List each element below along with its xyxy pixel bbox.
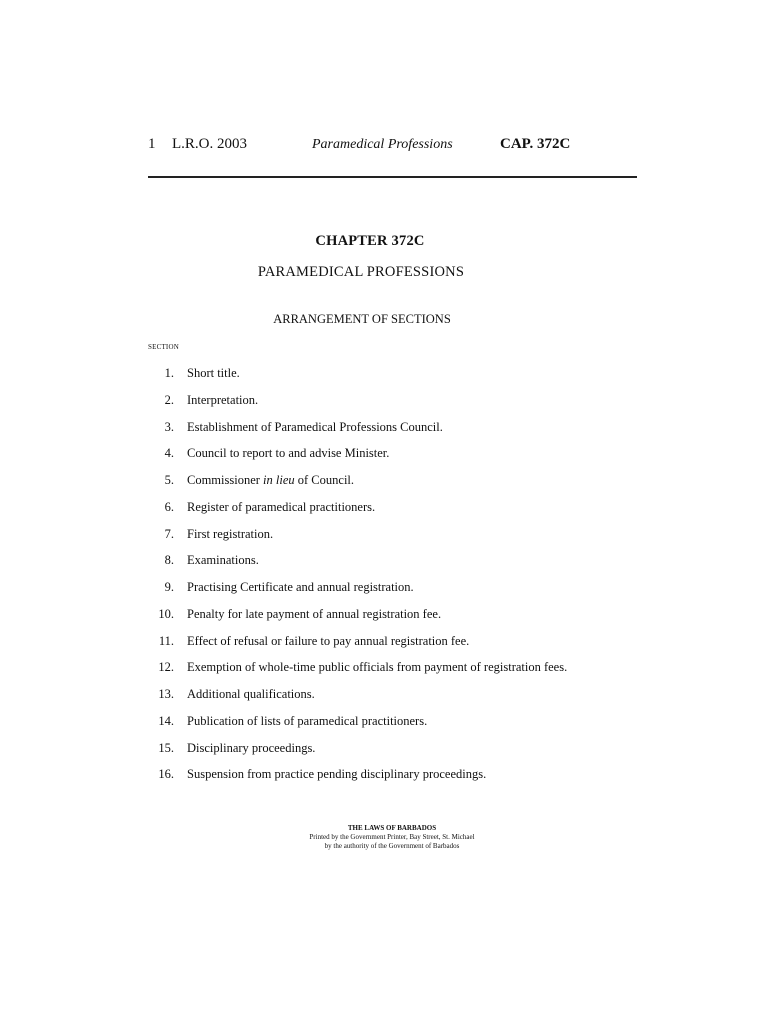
section-item <box>0 420 770 447</box>
section-number: 16. <box>158 767 174 782</box>
section-item <box>0 741 770 768</box>
footer-title: THE LAWS OF BARBADOS <box>347 824 437 832</box>
section-number: 7. <box>164 526 174 541</box>
section-item <box>0 714 770 741</box>
chapter-title: PARAMEDICAL PROFESSIONS <box>257 264 465 280</box>
chapter-number: CHAPTER 372C <box>315 233 425 249</box>
section-number: 10. <box>158 606 174 621</box>
page-number: 1 <box>148 136 156 152</box>
section-title: First registration. <box>187 526 274 541</box>
section-title-italic: in lieu <box>263 473 295 487</box>
section-number: 8. <box>164 553 174 568</box>
footer-authority-line: by the authority of the Government of Barbados <box>324 842 460 850</box>
section-item <box>0 527 770 554</box>
section-number: 9. <box>164 580 174 594</box>
section-title: Suspension from practice pending disciplinary proceedings. <box>187 767 487 782</box>
section-title: Publication of lists of paramedical practitioners. <box>187 713 428 728</box>
section-item <box>0 767 770 794</box>
section-number: 3. <box>164 419 174 434</box>
section-item <box>0 634 770 661</box>
section-number: 15. <box>158 740 174 755</box>
section-title: Additional qualifications. <box>187 687 315 701</box>
footer-printer-line: Printed by the Government Printer, Bay Street, St. Michael <box>309 833 475 841</box>
section-item <box>0 366 770 393</box>
section-title: Disciplinary proceedings. <box>187 740 316 755</box>
section-title: Council to report to and advise Minister. <box>187 446 390 461</box>
section-number: 11. <box>158 633 174 648</box>
section-number: 13. <box>158 687 174 701</box>
section-title-part: Commissioner <box>187 473 264 487</box>
section-item <box>0 500 770 527</box>
section-number: 14. <box>158 713 174 728</box>
section-title <box>187 473 354 488</box>
section-title: Exemption of whole-time public officials from payment of registration fees. <box>187 660 568 675</box>
section-title: Practising Certificate and annual registration. <box>187 580 414 594</box>
section-title: Interpretation. <box>187 392 259 407</box>
section-number: 2. <box>164 392 174 407</box>
running-title: Paramedical Professions <box>312 137 453 152</box>
header-rule <box>148 176 637 178</box>
cap-number: CAP. 372C <box>500 136 571 152</box>
section-item <box>0 553 770 580</box>
section-item <box>0 473 770 500</box>
section-title: Examinations. <box>187 553 259 568</box>
section-number: 4. <box>164 446 174 461</box>
sections-list <box>0 366 770 794</box>
section-item <box>0 446 770 473</box>
section-number: 6. <box>164 499 174 514</box>
section-number: 1. <box>164 366 174 380</box>
section-item <box>0 607 770 634</box>
section-title: Effect of refusal or failure to pay annual registration fee. <box>187 633 470 648</box>
section-title: Short title. <box>187 366 240 380</box>
page-footer <box>0 824 770 851</box>
section-title: Register of paramedical practitioners. <box>187 499 376 514</box>
section-item <box>0 580 770 607</box>
section-item <box>0 393 770 420</box>
arrangement-heading: ARRANGEMENT OF SECTIONS <box>273 312 451 326</box>
section-column-label: SECTION <box>148 343 179 351</box>
section-title: Penalty for late payment of annual registration fee. <box>187 606 442 621</box>
lro-year: L.R.O. 2003 <box>172 136 247 152</box>
section-title: Establishment of Paramedical Professions Council. <box>187 419 443 434</box>
section-item <box>0 687 770 714</box>
section-number: 12. <box>158 660 174 675</box>
section-title-part: of Council. <box>294 473 355 487</box>
section-item <box>0 660 770 687</box>
section-number: 5. <box>164 473 174 487</box>
